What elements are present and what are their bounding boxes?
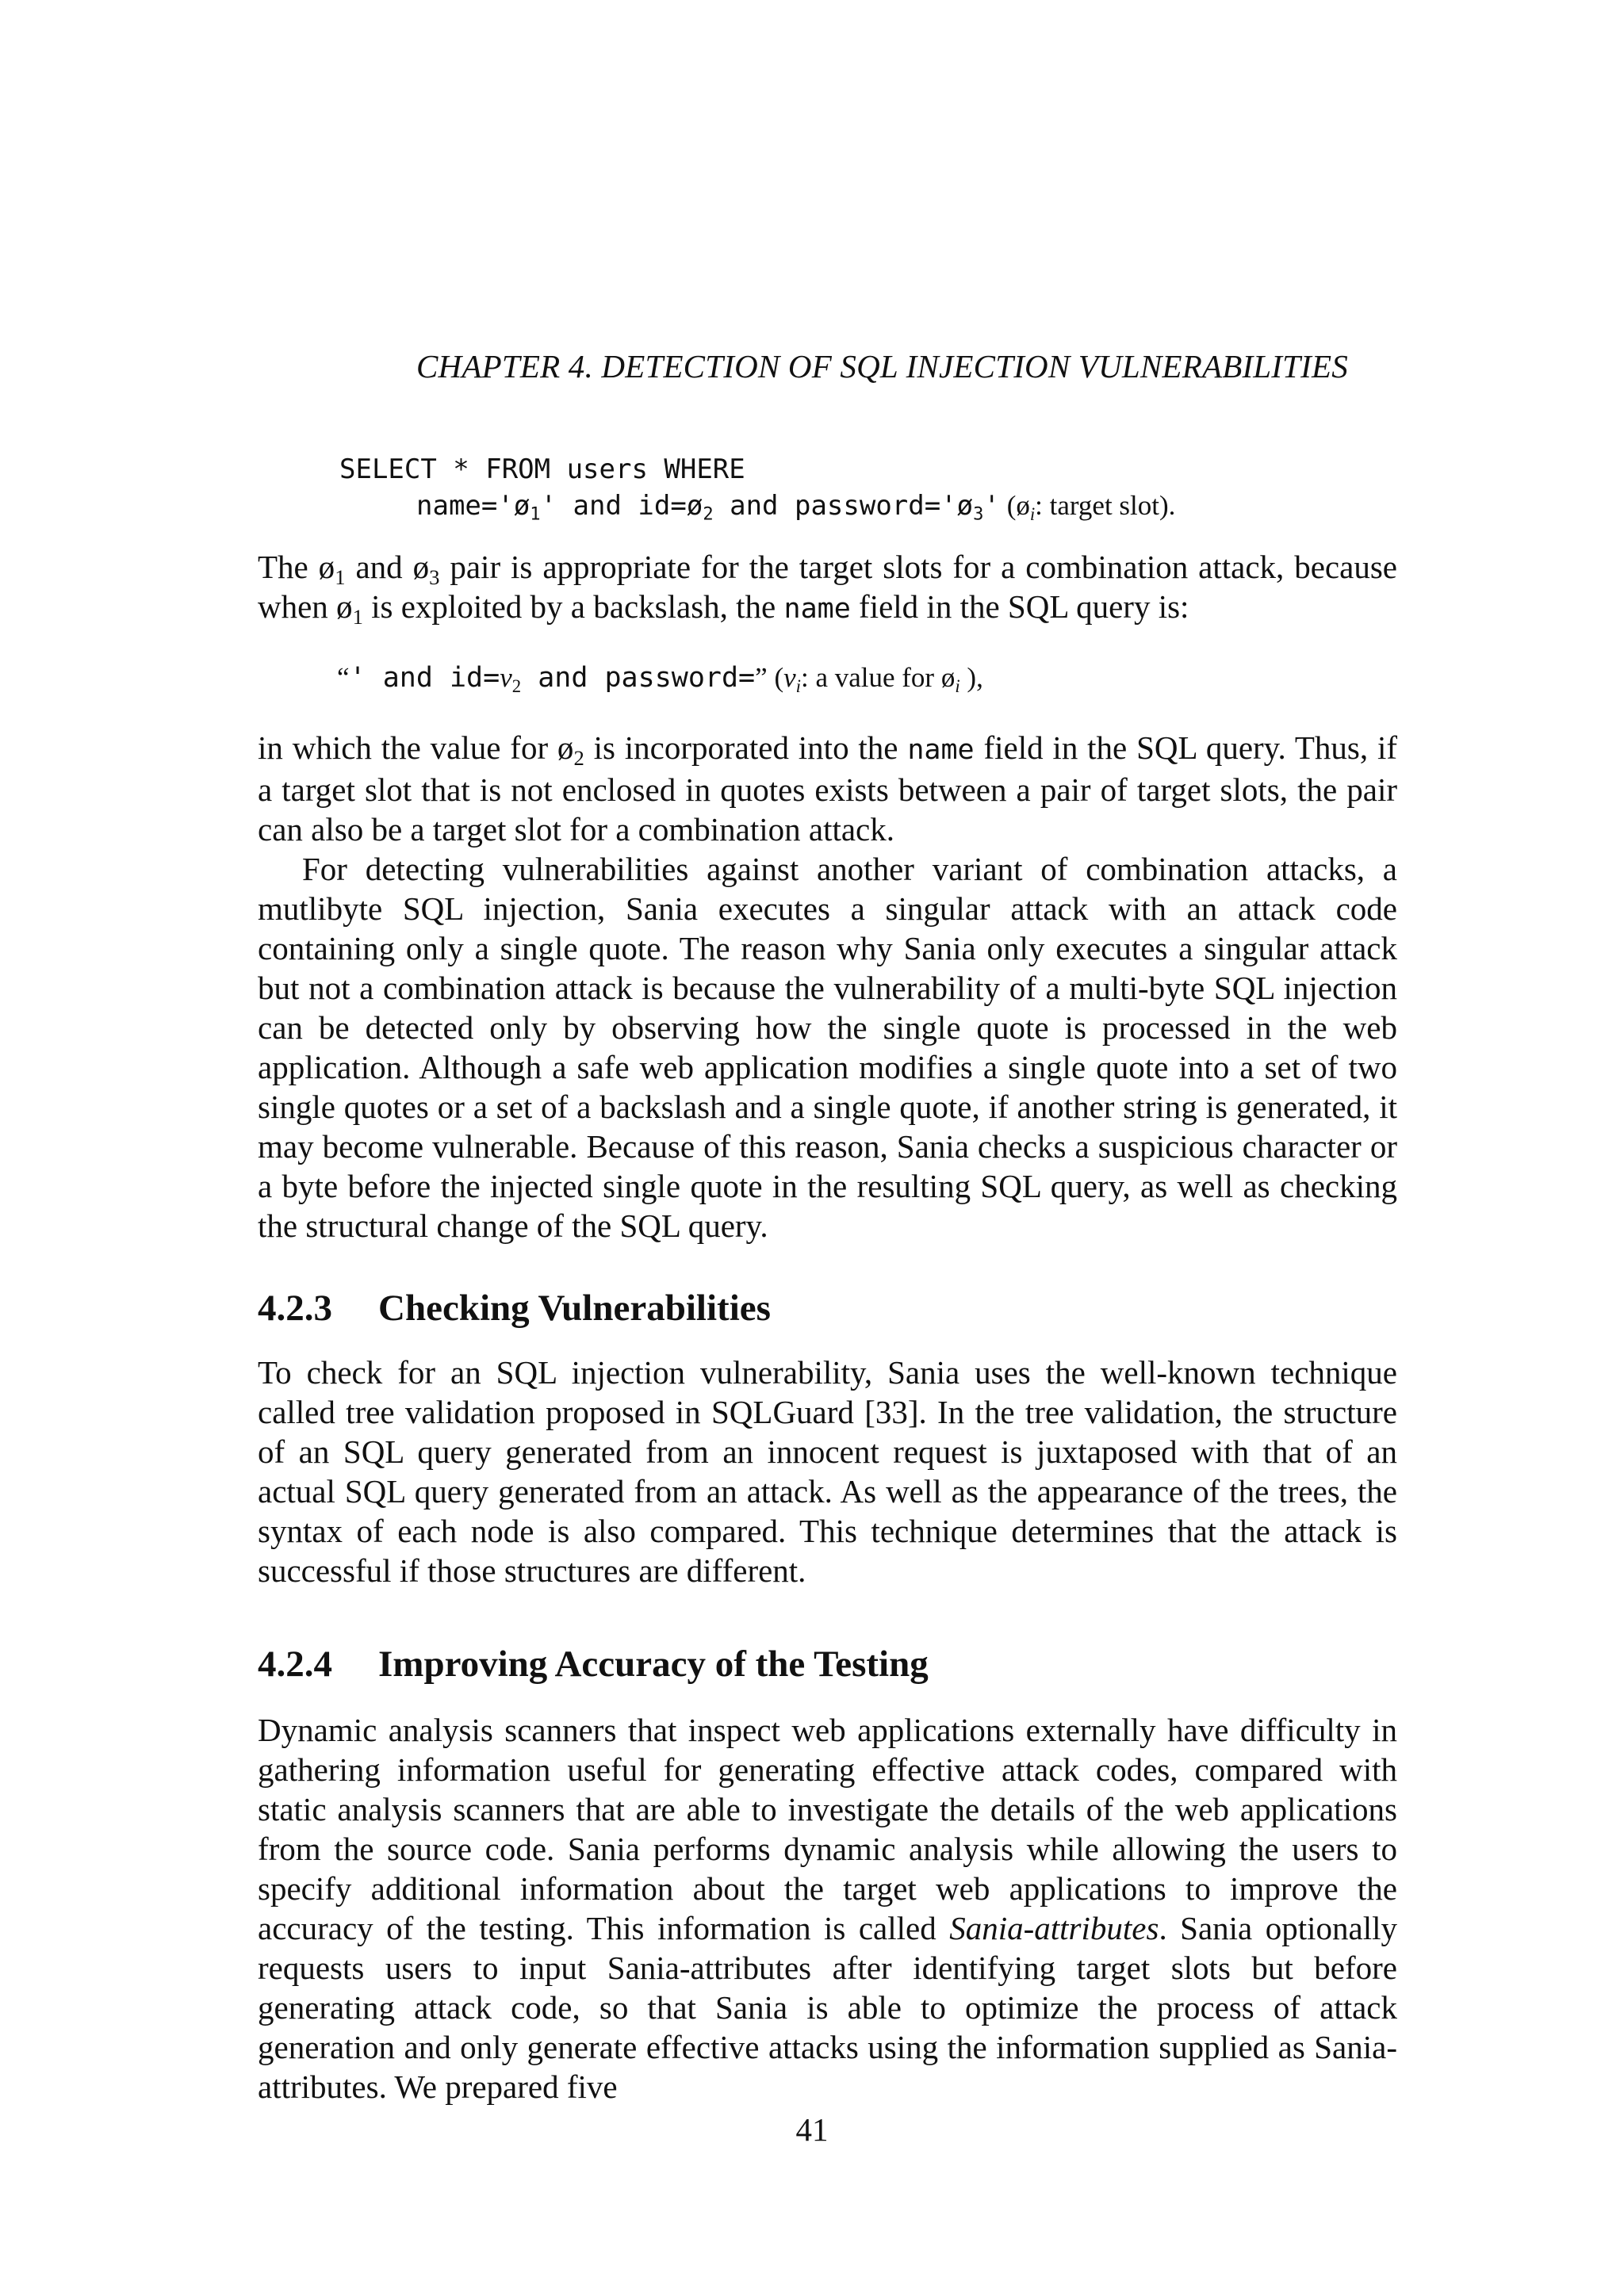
term-sania-attributes: Sania-attributes [949, 1910, 1159, 1946]
paragraph-improving-accuracy: Dynamic analysis scanners that inspect web applications externally have difficulty in gathering information useful for generating effective attack codes, compared with static analysis scanners that are able to investigate the details of the web applications from the source code. Sania performs dynamic analysis while allowing the users to specify additional information about the target web applications to improve the accuracy of the testing. This information is called Sania-attributes. Sania optionally requests users to input Sania-attributes after identifying target slots but before generating attack code, so that Sania is able to optimize the process of attack generation and only generate effective attacks using the information supplied as Sania-attributes. We prepared five [258, 1712, 1397, 2105]
query-password-part: and password='ø [713, 490, 974, 522]
query-closing-quote: ' [983, 490, 1000, 522]
display-name-field-value: “' and $id=v_2$ and password=” ($v_i$: a value for $ø_i$ ), [337, 662, 983, 696]
query-id-part: ' and id=ø [540, 490, 703, 522]
query-name-part: name='ø [416, 490, 530, 522]
inline-code-name: name [783, 593, 851, 625]
section-heading-4-2-4: 4.2.4 Improving Accuracy of the Testing [258, 1644, 929, 1685]
paragraph-target-slot-pair: The $ø_1$ and $ø_3$ pair is appropriate for the target slots for a combination attack, because when $ø_1$ is exploited by a backslash, the name field in the SQL query is: [258, 549, 1397, 629]
paragraph-multibyte: For detecting vulnerabilities against another variant of combination attacks, a mutlibyte SQL injection, Sania executes a singular attack with an attack code containing only a single quote. The reason why Sania only executes a singular attack but not a combination attack is because the vulnerability of a multi-byte SQL injection can be detected only by observing how the single quote is processed in the web application. Although a safe web application modifies a single quote into a set of two single quotes or a set of a backslash and a single quote, if another string is generated, it may become vulnerable. Because of this reason, Sania checks a suspicious character or a byte before the injected single quote in the resulting SQL query, as well as checking the structural change of the SQL query. [258, 851, 1397, 1244]
paragraph-combination-attack: in which the value for $ø_2$ is incorporated into the name field in the SQL query. Thus, if a target slot that is not enclosed in quotes exists between a pair of target slots, the pair can also be a target slot for a combination attack. For detecting vulnerabilities against another variant of combination attacks, a mutlibyte SQL injection, Sania executes a singular attack with an attack code containing only a single quote. The reason why Sania only executes a singular attack but not a combination attack is because the vulnerability of a multi-byte SQL injection can be detected only by observing how the single quote is processed in the web application. Although a safe web application modifies a single quote into a set of two single quotes or a set of a backslash and a single quote, if another string is generated, it may become vulnerable. Because of this reason, Sania checks a suspicious character or a byte before the injected single quote in the resulting SQL query, as well as checking the structural change of the SQL query. [258, 729, 1397, 1244]
subscript: 3 [973, 503, 984, 525]
target-slot-note: ($ø_i$: target slot). [999, 490, 1176, 524]
running-head: CHAPTER 4. DETECTION OF SQL INJECTION VULNERABILITIES [416, 348, 1348, 385]
subscript: 2 [703, 503, 714, 525]
paragraph-checking-vulnerabilities: To check for an SQL injection vulnerability, Sania uses the well-known technique called tree validation proposed in SQLGuard [33]. In the tree validation, the structure of an SQL query generated from an innocent request is juxtaposed with that of an actual SQL query generated from an attack. As well as the appearance of the trees, the syntax of each node is also compared. This technique determines that the attack is successful if those structures are different. [258, 1354, 1397, 1589]
inline-code-name: name [907, 734, 975, 766]
sql-query-line-2 [416, 490, 1176, 525]
sql-query-line-1: SELECT * FROM users WHERE [339, 453, 745, 485]
page-number: 41 [795, 2111, 829, 2148]
subscript: 1 [530, 503, 541, 525]
section-heading-4-2-3: 4.2.3 Checking Vulnerabilities [258, 1288, 771, 1329]
